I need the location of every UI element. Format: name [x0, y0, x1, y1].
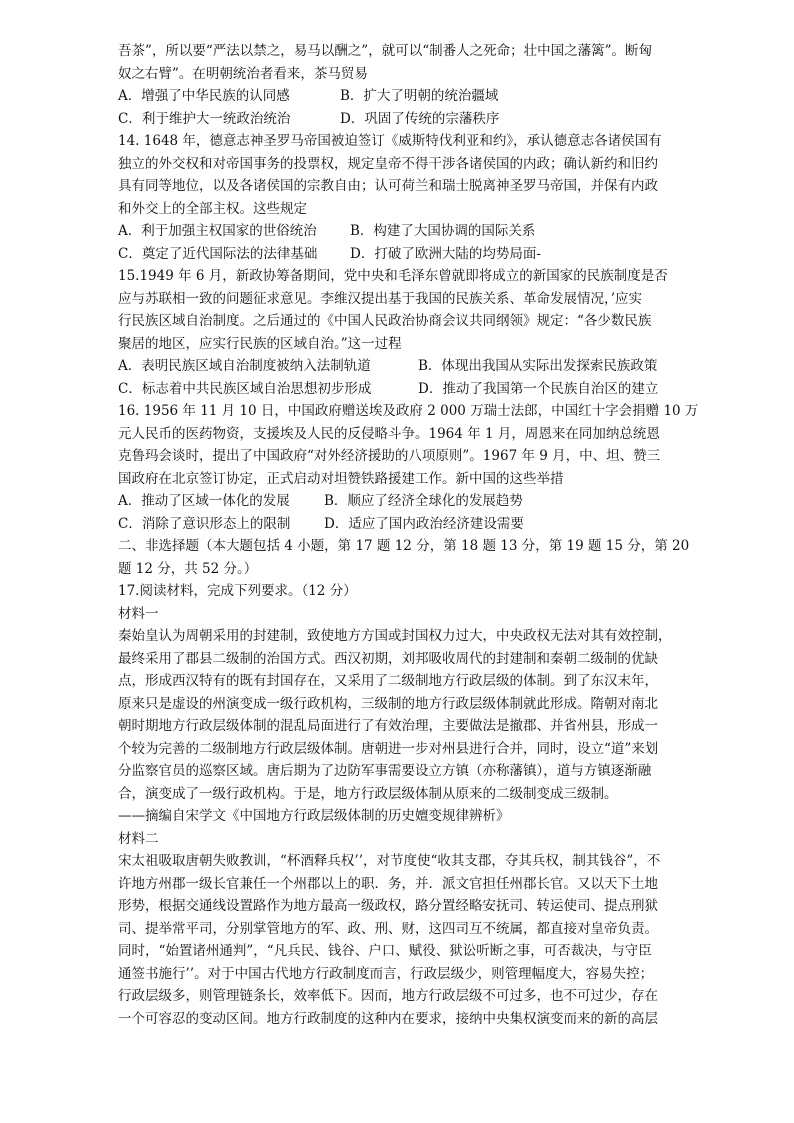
text-line: 题 12 分，共 52 分。） — [118, 560, 258, 577]
option-c: C．奠定了近代国际法的法律基础 — [118, 245, 318, 262]
question-13-options — [118, 85, 698, 130]
option-a: A．推动了区域一体化的发展 — [118, 493, 290, 509]
text-line: 同时，“始置诸州通判”，“凡兵民、钱谷、户口、赋役、狱讼听断之事，可否裁决，与守臣 — [118, 943, 652, 959]
text-line: 形势，根据交通线设置路作为地方最高一级政权，路分置经略安抚司、转运使司、提点刑狱 — [118, 898, 658, 914]
text-line: 14. 1648 年，德意志神圣罗马帝国被迫签订《威斯特伐利亚和约》，承认德意志各诸侯国有 — [118, 133, 662, 149]
option-a: A．增强了中华民族的认同感 — [118, 88, 290, 104]
text-line: 宋太祖吸取唐朝失败教训，“杯酒释兵权’’，对节度使“收其支郡，夺其兵权，制其钱谷”，不 — [118, 853, 661, 869]
text-line: 个较为完善的二级制地方行政层级体制。唐朝进一步对州县进行合并，同时，设立“道”来划 — [118, 740, 659, 757]
text-line: 聚居的地区，应实行民族的区域自治。”这一过程 — [118, 335, 402, 352]
question-14-options — [118, 220, 698, 265]
text-line: 点，形成西汉特有的既有封国存在，又采用了二级制地方行政层级的体制。到了东汉末年， — [118, 673, 658, 689]
question-16-stem — [118, 400, 698, 490]
text-line: 独立的外交权和对帝国事务的投票权，规定皇帝不得干涉各诸侯国的内政；确认新约和旧约 — [118, 155, 658, 172]
option-b: B．构建了大国协调的国际关系 — [350, 223, 536, 239]
text-line: 原来只是虚设的州演变成一级行政机构，三级制的地方行政层级体制就此形成。隋朝对南北 — [118, 695, 658, 712]
text-line: 吾茶”，所以要“严法以禁之，易马以酬之”，就可以“制番人之死命；壮中国之藩篱”。断匈 — [118, 43, 653, 59]
text-line: 奴之右臂”。在明朝统治者看来，茶马贸易 — [118, 65, 368, 82]
section-2-heading — [118, 535, 698, 580]
material-1-text — [118, 625, 698, 805]
question-17-title: 17.阅读材料，完成下列要求。（12 分） — [118, 583, 357, 599]
exam-page — [118, 40, 698, 1030]
text-line: 16. 1956 年 11 月 10 日，中国政府赠送埃及政府 2 000 万瑞士法郎，中国红十字会捐赠 10 万 — [118, 403, 699, 419]
text-line: 二、非选择题（本大题包括 4 小题，第 17 题 12 分，第 18 题 13 分，第 19 题 15 分，第 20 — [118, 538, 690, 554]
text-line: 行民族区域自治制度。之后通过的《中国人民政治协商会议共同纲领》规定：“各少数民族 — [118, 313, 652, 329]
text-line: 国政府在北京签订协定，正式启动对坦赞铁路援建工作。新中国的这些举措 — [118, 470, 564, 487]
option-b: B．体现出我国从实际出发探索民族政策 — [418, 358, 658, 374]
question-14-stem — [118, 130, 698, 220]
text-line: 一个可容忍的变动区间。地方行政制度的这种内在要求，接纳中央集权演变而来的新的高层 — [118, 1010, 658, 1027]
text-line: 克鲁玛会谈时，提出了中国政府“对外经济援助的八项原则”。1967 年 9 月，中、坦、赞三 — [118, 448, 661, 464]
text-line: 具有同等地位，以及各诸侯国的宗教自由；认可荷兰和瑞士脱离神圣罗马帝国，并保有内政 — [118, 178, 658, 194]
option-d: D．打破了欧洲大陆的均势局面- — [350, 245, 541, 262]
text-line: 元人民币的医药物资，支援埃及人民的反侵略斗争。1964 年 1 月，周恩来在同加纳总统恩 — [118, 425, 660, 442]
option-a: A．利于加强主权国家的世俗统治 — [118, 223, 317, 239]
text-line: 应与苏联相一致的问题征求意见。李维汉提出基于我国的民族关系、革命发展情况，’应实 — [118, 290, 643, 307]
material-1-label: 材料一 — [118, 605, 159, 622]
text-line: 秦始皇认为周朝采用的封建制，致使地方方国或封国权力过大，中央政权无法对其有效控制， — [118, 628, 672, 644]
option-d: D．适应了国内政治经济建设需要 — [324, 515, 524, 532]
question-15-options — [118, 355, 698, 400]
text-line: 行政层级多，则管理链条长，效率低下。因而，地方行政层级不可过多，也不可过少，存在 — [118, 988, 658, 1004]
text-line: 许地方州郡一级长官兼任一个州郡以上的职．务，并．派文官担任州郡长官。又以天下土地 — [118, 875, 658, 892]
material-1-source: ——摘编自宋学文《中国地方行政层级体制的历史嬗变规律辨析》 — [118, 808, 510, 824]
option-b: B．扩大了明朝的统治疆域 — [340, 88, 499, 104]
option-c: C．消除了意识形态上的限制 — [118, 515, 291, 532]
question-15-stem — [118, 265, 698, 355]
question-13-stem — [118, 40, 698, 85]
text-line: 通签书施行’’。对于中国古代地方行政制度而言，行政层级少，则管理幅度大，容易失控； — [118, 965, 654, 982]
text-line: 合，演变成了一级行政机构。于是，地方行政层级体制从原来的二级制变成三级制。 — [118, 785, 618, 802]
text-line: 15.1949 年 6 月，新政协筹备期间，党中央和毛泽东曾就即将成立的新国家的民族制度是否 — [118, 268, 668, 284]
option-b: B．顺应了经济全球化的发展趋势 — [324, 493, 523, 509]
option-d: D．巩固了传统的宗藩秩序 — [340, 110, 500, 127]
material-2-label: 材料二 — [118, 830, 159, 847]
text-line: 朝时期地方行政层级体制的混乱局面进行了有效治理，主要做法是撤郡、并省州县，形成一 — [118, 718, 658, 734]
material-2-text — [118, 850, 698, 1030]
text-line: 和外交上的全部主权。这些规定 — [118, 200, 307, 217]
option-c: C．利于维护大一统政治统治 — [118, 110, 291, 127]
option-a: A．表明民族区域自治制度被纳入法制轨道 — [118, 358, 371, 374]
text-line: 司、提举常平司，分别掌管地方的军、政、刑、财，这四司互不统属，都直接对皇帝负责。 — [118, 920, 658, 937]
option-c: C．标志着中共民族区域自治思想初步形成 — [118, 380, 372, 397]
text-line: 分监察官员的巡察区域。唐后期为了边防军事需要设立方镇（亦称藩镇），道与方镇逐渐融 — [118, 763, 652, 779]
option-d: D．推动了我国第一个民族自治区的建立 — [418, 380, 659, 397]
question-16-options — [118, 490, 698, 535]
text-line: 最终采用了郡县二级制的治国方式。西汉初期，刘邦吸收周代的封建制和秦朝二级制的优缺 — [118, 650, 658, 667]
